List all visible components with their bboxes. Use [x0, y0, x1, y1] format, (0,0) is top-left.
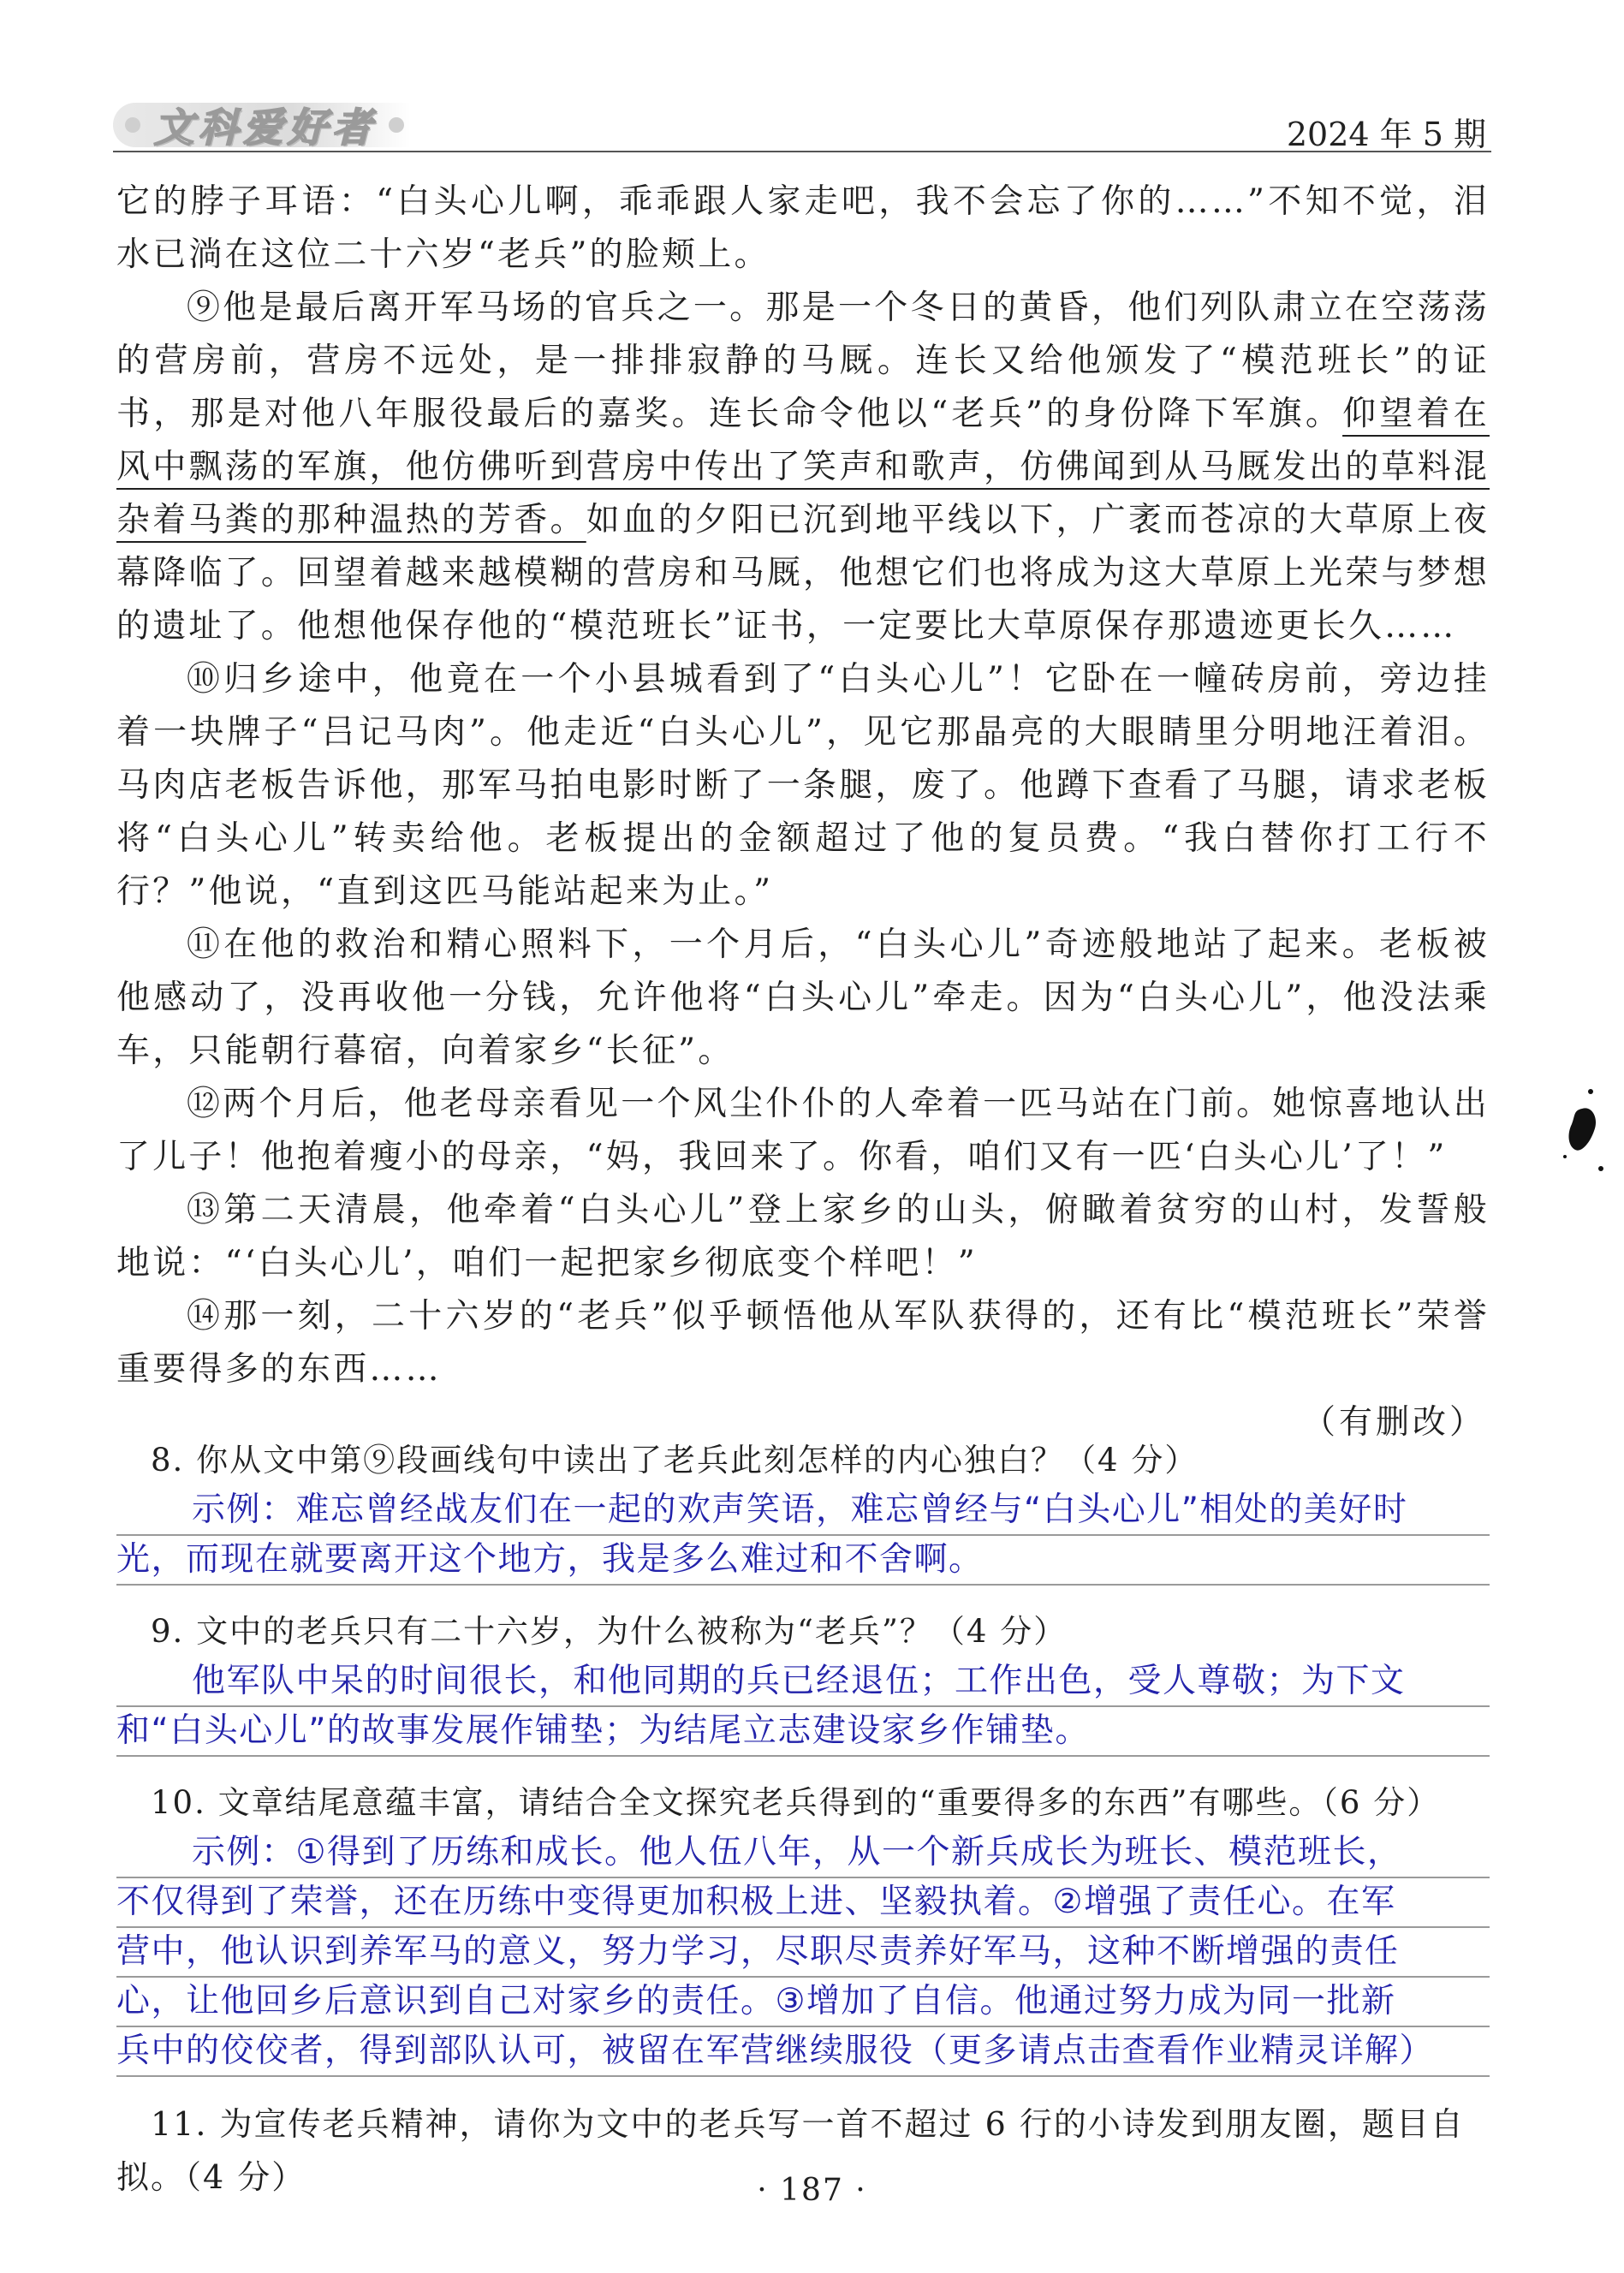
answer-line: 光，而现在就要离开这个地方，我是多么难过和不舍啊。 — [116, 1536, 1490, 1586]
paragraph-14: ⑭那一刻，二十六岁的“老兵”似乎顿悟他从军队获得的，还有比“模范班长”荣誉重要得多的东西…… — [116, 1297, 1490, 1389]
answer-9 — [116, 1657, 1490, 1757]
source-note: （有删改） — [1301, 1403, 1486, 1442]
story-text — [116, 176, 1490, 1449]
paragraph-13: ⑬第二天清晨，他牵着“白头心儿”登上家乡的山头，俯瞰着贫穷的山村，发誓般地说：“‘白头心儿’，咱们一起把家乡彻底变个样吧！” — [116, 1191, 1490, 1282]
paragraph-continued: 它的脖子耳语：“白头心儿啊，乖乖跟人家走吧，我不会忘了你的……”不知不觉，泪水已淌在这位二十六岁“老兵”的脸颊上。 — [116, 182, 1490, 274]
paragraph-11: ⑪在他的救治和精心照料下，一个月后，“白头心儿”奇迹般地站了起来。老板被他感动了，没再收他一分钱，允许他将“白头心儿”牵走。因为“白头心儿”，他没法乘车，只能朝行暮宿，向着家乡“长征”。 — [116, 925, 1490, 1070]
logo-text: 文科爱好者 — [154, 104, 377, 151]
underlined-sentence: 仰望着在风中飘荡的军旗，他仿佛听到营房中传出了笑声和歌声，仿佛闻到从马厩发出的草料混杂着马粪的那种温热的芳香。 — [116, 395, 1490, 539]
magazine-logo — [113, 103, 411, 151]
answer-line: 示例：①得到了历练和成长。他人伍八年，从一个新兵成长为班长、模范班长， — [116, 1829, 1490, 1878]
answer-8 — [116, 1486, 1490, 1586]
answer-line: 和“白头心儿”的故事发展作铺垫；为结尾立志建设家乡作铺垫。 — [116, 1707, 1490, 1757]
header-divider — [113, 151, 1491, 152]
answer-line: 他军队中呆的时间很长，和他同期的兵已经退伍；工作出色，受人尊敬；为下文 — [116, 1657, 1490, 1707]
question-11: 11. 为宣传老兵精神，请你为文中的老兵写一首不超过 6 行的小诗发到朋友圈，题目自拟。（4 分） — [116, 2105, 1465, 2196]
paragraph-10: ⑩归乡途中，他竟在一个小县城看到了“白头心儿”！它卧在一幢砖房前，旁边挂着一块牌子“吕记马肉”。他走近“白头心儿”，见它那晶亮的大眼睛里分明地汪着泪。马肉店老板告诉他，那军马拍电影时断了一条腿，废了。他蹲下查看了马腿，请求老板将“白头心儿”转卖给他。老板提出的金额超过了他的复员费。“我白替你打工行不行？”他说，“直到这匹马能站起来为止。” — [116, 660, 1490, 911]
questions-section — [116, 1435, 1490, 2204]
question-10: 10. 文章结尾意蕴丰富，请结合全文探究老兵得到的“重要得多的东西”有哪些。（6 分） — [151, 1784, 1441, 1821]
answer-line: 不仅得到了荣誉，还在历练中变得更加积极上进、坚毅执着。②增强了责任心。在军 — [116, 1878, 1490, 1928]
answer-line: 营中，他认识到养军马的意义，努力学习，尽职尽责养好军马，这种不断增强的责任 — [116, 1928, 1490, 1978]
answer-line: 兵中的佼佼者，得到部队认可，被留在军营继续服役（更多请点击查看作业精灵详解） — [116, 2027, 1490, 2077]
answer-line: 心，让他回乡后意识到自己对家乡的责任。③增加了自信。他通过努力成为同一批新 — [116, 1978, 1490, 2027]
question-8: 8. 你从文中第⑨段画线句中读出了老兵此刻怎样的内心独白？（4 分） — [151, 1442, 1199, 1479]
issue-label: 2024 年 5 期 — [1286, 116, 1486, 153]
page-number: · 187 · — [757, 2173, 867, 2208]
answer-10 — [116, 1829, 1490, 2077]
logo-dot-icon — [125, 117, 140, 133]
ink-blot-icon — [1556, 1074, 1608, 1186]
question-9: 9. 文中的老兵只有二十六岁，为什么被称为“老兵”？（4 分） — [151, 1613, 1068, 1650]
paragraph-9: ⑨他是最后离开军马场的官兵之一。那是一个冬日的黄昏，他们列队肃立在空荡荡的营房前，营房不远处，是一排排寂静的马厩。连长又给他颁发了“模范班长”的证书，那是对他八年服役最后的嘉奖。连长命令他以“老兵”的身份降下军旗。仰望着在风中飘荡的军旗，他仿佛听到营房中传出了笑声和歌声，仿佛闻到从马厩发出的草料混杂着马粪的那种温热的芳香。如血的夕阳已沉到地平线以下，广袤而苍凉的大草原上夜幕降临了。回望着越来越模糊的营房和马厩，他想它们也将成为这大草原上光荣与梦想的遗址了。他想他保存他的“模范班长”证书，一定要比大草原保存那遗迹更长久…… — [116, 289, 1490, 646]
paragraph-12: ⑫两个月后，他老母亲看见一个风尘仆仆的人牵着一匹马站在门前。她惊喜地认出了儿子！他抱着瘦小的母亲，“妈，我回来了。你看，咱们又有一匹‘白头心儿’了！” — [116, 1085, 1490, 1176]
page-header — [113, 101, 1500, 154]
logo-dot-icon — [389, 117, 404, 133]
answer-line: 示例：难忘曾经战友们在一起的欢声笑语，难忘曾经与“白头心儿”相处的美好时 — [116, 1486, 1490, 1536]
